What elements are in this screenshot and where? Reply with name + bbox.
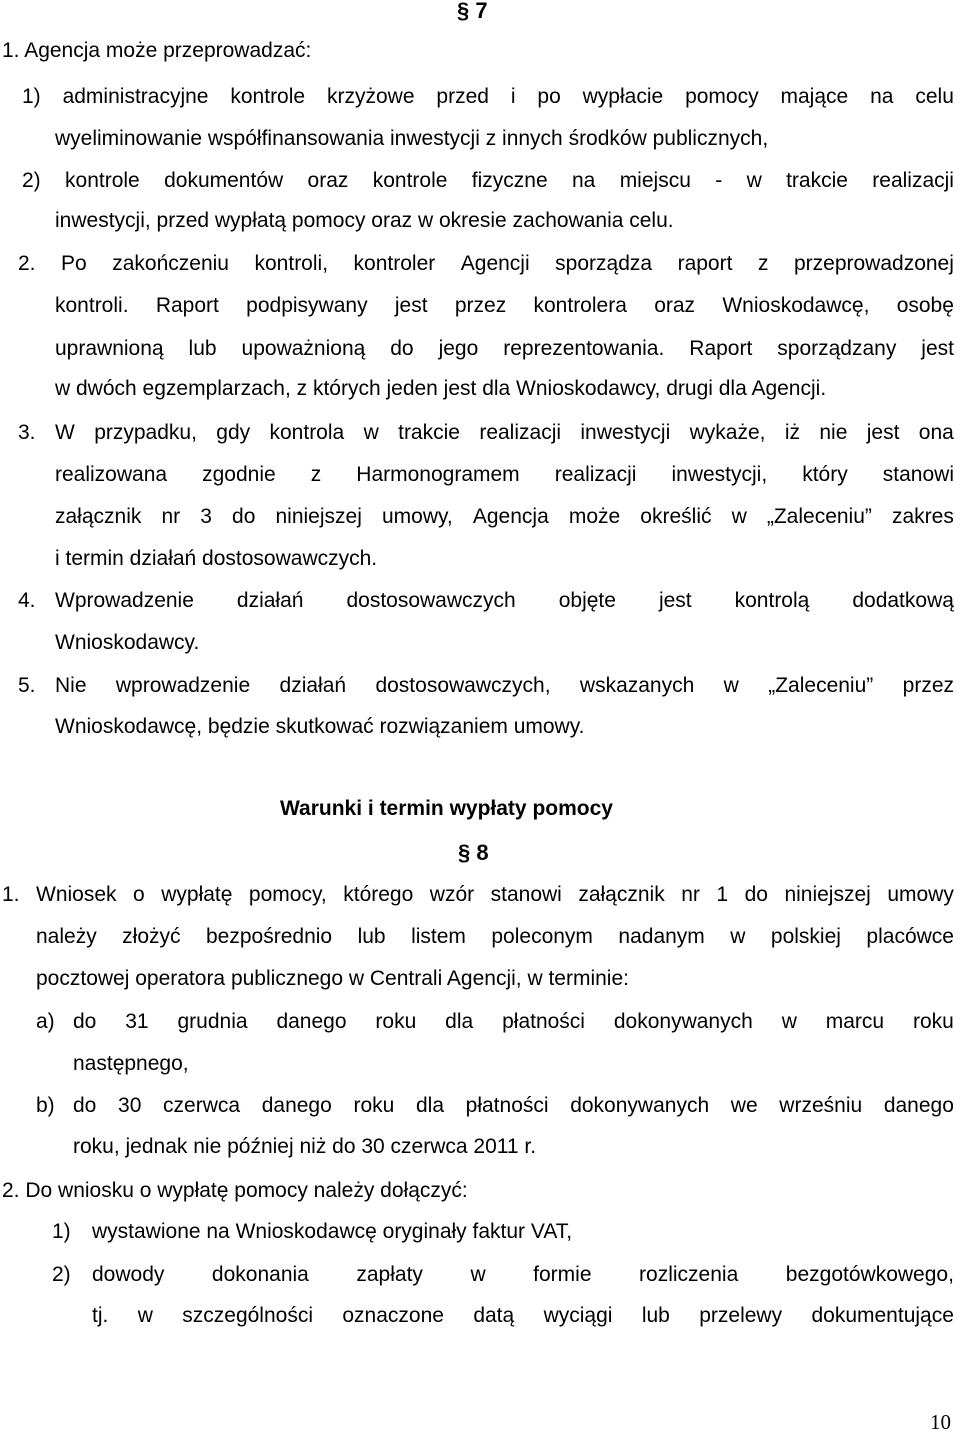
word: kontrole <box>65 169 140 192</box>
word: 1) <box>22 85 41 108</box>
s7-item3-number: 3. <box>18 421 36 444</box>
word: 30 <box>118 1094 142 1117</box>
word: inwestycji, <box>671 463 768 486</box>
word: działań <box>279 674 347 697</box>
word: oznaczone <box>342 1304 444 1327</box>
word: objęte <box>558 589 616 612</box>
word: polskiej <box>770 925 841 948</box>
word: którego <box>343 883 414 906</box>
word: 2. <box>18 252 36 275</box>
section-8-heading: § 8 <box>458 840 489 865</box>
word: wypłacie <box>582 85 664 108</box>
word: złożyć <box>122 925 181 948</box>
word: listem <box>411 925 466 948</box>
s7-item1-intro: 1. Agencja może przeprowadzać: <box>2 39 312 62</box>
s8-item1-b-marker: b) <box>36 1094 55 1117</box>
word: w <box>781 1010 797 1033</box>
word: dokonywanych <box>570 1094 710 1117</box>
word: w <box>363 421 379 444</box>
word: w <box>731 505 747 528</box>
word: Wnioskodawcę, <box>722 294 870 317</box>
word: dokumentów <box>164 169 284 192</box>
word: przed <box>436 85 489 108</box>
word: załącznik <box>55 505 142 528</box>
word: roku <box>375 1010 417 1033</box>
word: z <box>310 463 322 486</box>
s8-item2-intro: 2. Do wniosku o wypłatę pomocy należy dołączyć: <box>2 1179 468 1202</box>
word: dokonywanych <box>613 1010 753 1033</box>
word: sporządza <box>555 252 653 275</box>
word: inwestycji <box>580 421 671 444</box>
word: nr <box>161 505 181 528</box>
word: kontroli, <box>254 252 329 275</box>
s7-item3-line2 <box>55 464 954 485</box>
word: przez <box>454 294 507 317</box>
word: kontrole <box>372 169 448 192</box>
word: na <box>571 169 596 192</box>
word: upoważnioną <box>241 337 366 360</box>
word: placówce <box>866 925 954 948</box>
s8-item1-a-line2: następnego, <box>73 1052 189 1075</box>
word: w <box>137 1304 153 1327</box>
word: realizacji <box>872 169 954 192</box>
word: wyciągi <box>543 1304 613 1327</box>
s7-item2-line3 <box>55 338 954 359</box>
word: krzyżowe <box>326 85 415 108</box>
word: lub <box>188 337 217 360</box>
word: danego <box>883 1094 954 1117</box>
s8-item2-sub2-line2 <box>92 1305 954 1326</box>
s8-item1-line1 <box>36 884 954 905</box>
word: lub <box>641 1304 670 1327</box>
word: 31 <box>125 1010 149 1033</box>
s7-item5-line2: Wnioskodawcę, będzie skutkować rozwiązaniem umowy. <box>55 715 585 738</box>
s7-item1-sub2-line1 <box>22 170 954 191</box>
word: niniejszej <box>275 505 362 528</box>
s8-item1-b-line2: roku, jednak nie później niż do 30 czerwca 2011 r. <box>73 1135 537 1158</box>
word: W <box>55 421 75 444</box>
word: fizyczne <box>471 169 548 192</box>
word: grudnia <box>177 1010 248 1033</box>
word: i <box>510 85 516 108</box>
word: miejscu <box>619 169 691 192</box>
word: umowy, <box>381 505 453 528</box>
word: reprezentowania. <box>503 337 665 360</box>
word: wykaże, <box>689 421 766 444</box>
word: wrześniu <box>779 1094 863 1117</box>
word: kontrole <box>230 85 306 108</box>
word: płatności <box>465 1094 549 1117</box>
word: dowody <box>92 1263 165 1286</box>
word: kontrolera <box>533 294 627 317</box>
word: dodatkową <box>852 589 954 612</box>
word: lub <box>357 925 386 948</box>
word: „Zaleceniu” <box>768 674 874 697</box>
word: we <box>730 1094 758 1117</box>
word: Wprowadzenie <box>55 589 194 612</box>
word: nadanym <box>618 925 705 948</box>
word: mające <box>780 85 849 108</box>
word: który <box>802 463 848 486</box>
word: na <box>870 85 894 108</box>
word: osobę <box>896 294 954 317</box>
word: należy <box>36 925 97 948</box>
word: określić <box>640 505 712 528</box>
word: umowy <box>887 883 954 906</box>
word: datą <box>473 1304 515 1327</box>
word: niniejszej <box>784 883 871 906</box>
word: płatności <box>502 1010 585 1033</box>
word: sporządzany <box>777 337 897 360</box>
word: uprawnioną <box>55 337 164 360</box>
word: przypadku, <box>94 421 197 444</box>
word: iż <box>784 421 800 444</box>
word: 2) <box>22 169 41 192</box>
s7-item3-line3 <box>55 506 954 527</box>
word: Nie <box>55 674 87 697</box>
word: realizowana <box>55 463 168 486</box>
word: kontrolą <box>734 589 810 612</box>
word: może <box>568 505 621 528</box>
word: dokumentujące <box>811 1304 954 1327</box>
s7-item4-line1 <box>55 590 954 611</box>
word: stanowi <box>490 883 562 906</box>
word: 1 <box>716 883 729 906</box>
word: do <box>744 883 768 906</box>
s8-item1-line2 <box>36 926 954 947</box>
word: danego <box>261 1094 332 1117</box>
word: Po <box>61 252 87 275</box>
word: roku <box>913 1010 954 1033</box>
word: raport <box>677 252 733 275</box>
word: dostosowawczych <box>346 589 516 612</box>
s7-item2-line2 <box>55 295 954 316</box>
word: - <box>715 169 723 192</box>
word: pomocy, <box>248 883 327 906</box>
word: załącznik <box>578 883 665 906</box>
s7-item3-line1 <box>55 422 954 443</box>
s7-item2-line4: w dwóch egzemplarzach, z których jeden jest dla Wnioskodawcy, drugi dla Agencji. <box>55 377 827 400</box>
word: jego <box>438 337 479 360</box>
word: jest <box>394 294 428 317</box>
word: dla <box>415 1094 444 1117</box>
word: zakończeniu <box>112 252 229 275</box>
word: z <box>757 252 769 275</box>
word: trakcie <box>786 169 848 192</box>
word: formie <box>533 1263 592 1286</box>
word: poleconym <box>491 925 593 948</box>
s7-item5-number: 5. <box>18 674 36 697</box>
word: „Zaleceniu” <box>766 505 872 528</box>
word: do <box>390 337 414 360</box>
word: ona <box>918 421 954 444</box>
word: Harmonogramem <box>356 463 520 486</box>
word: realizacji <box>479 421 562 444</box>
word: dokonania <box>211 1263 309 1286</box>
word: danego <box>276 1010 347 1033</box>
s8-item2-sub1-marker: 1) <box>52 1220 71 1243</box>
word: Raport <box>689 337 753 360</box>
word: stanowi <box>882 463 954 486</box>
word: bezgotówkowego, <box>785 1263 954 1286</box>
word: do <box>73 1094 97 1117</box>
section-7-heading: § 7 <box>457 0 488 23</box>
s8-item1-number: 1. <box>2 883 20 906</box>
word: 3 <box>200 505 212 528</box>
word: administracyjne <box>62 85 209 108</box>
word: przez <box>902 674 954 697</box>
word: wskazanych <box>579 674 695 697</box>
s8-item1-b-line1 <box>73 1095 954 1116</box>
word: szczególności <box>182 1304 313 1327</box>
s7-item5-line1 <box>55 675 954 696</box>
s7-item1-sub1-line1 <box>22 86 954 107</box>
s8-item2-sub2-marker: 2) <box>52 1263 71 1286</box>
word: zgodnie <box>202 463 276 486</box>
word: do <box>73 1010 97 1033</box>
s7-item4-number: 4. <box>18 589 36 612</box>
word: w <box>470 1263 486 1286</box>
word: oraz <box>307 169 349 192</box>
word: przeprowadzonej <box>793 252 954 275</box>
word: czerwca <box>163 1094 241 1117</box>
word: Wniosek <box>36 883 117 906</box>
s8-item1-a-marker: a) <box>36 1010 55 1033</box>
word: zapłaty <box>356 1263 423 1286</box>
word: Raport <box>155 294 219 317</box>
word: pomocy <box>685 85 759 108</box>
word: celu <box>915 85 954 108</box>
word: gdy <box>216 421 251 444</box>
word: oraz <box>654 294 696 317</box>
word: w <box>746 169 762 192</box>
word: wzór <box>429 883 475 906</box>
word: działań <box>236 589 304 612</box>
word: tj. <box>92 1304 109 1327</box>
word: kontroler <box>353 252 436 275</box>
word: wypłatę <box>161 883 233 906</box>
word: realizacji <box>554 463 637 486</box>
word: nr <box>681 883 700 906</box>
word: marcu <box>825 1010 885 1033</box>
s7-item3-line4: i termin działań dostosowawczych. <box>55 547 378 570</box>
word: bezpośrednio <box>206 925 333 948</box>
word: zakres <box>891 505 954 528</box>
word: dla <box>445 1010 474 1033</box>
word: w <box>723 674 739 697</box>
s8-item2-sub1: wystawione na Wnioskodawcę oryginały faktur VAT, <box>92 1220 573 1243</box>
word: jest <box>658 589 692 612</box>
word: dostosowawczych, <box>375 674 551 697</box>
word: do <box>232 505 256 528</box>
word: jest <box>866 421 900 444</box>
word: Agencja <box>472 505 549 528</box>
word: przelewy <box>699 1304 783 1327</box>
section-8-title: Warunki i termin wypłaty pomocy <box>280 797 613 820</box>
word: podpisywany <box>246 294 368 317</box>
word: rozliczenia <box>639 1263 739 1286</box>
s7-item1-sub1-line2: wyeliminowanie współfinansowania inwestycji z innych środków publicznych, <box>55 127 769 150</box>
word: jest <box>921 337 954 360</box>
word: kontrola <box>269 421 345 444</box>
s8-item2-sub2-line1 <box>92 1264 954 1285</box>
word: kontroli. <box>55 294 129 317</box>
word: nie <box>819 421 848 444</box>
word: w <box>730 925 746 948</box>
s7-item1-sub2-line2: inwestycji, przed wypłatą pomocy oraz w okresie zachowania celu. <box>55 209 674 232</box>
s7-item4-line2: Wnioskodawcy. <box>55 631 200 654</box>
word: po <box>537 85 561 108</box>
word: trakcie <box>398 421 460 444</box>
s7-item2-line1 <box>18 253 954 274</box>
word: Agencji <box>460 252 530 275</box>
s8-item1-line3: pocztowej operatora publicznego w Centrali Agencji, w terminie: <box>36 967 629 990</box>
page-number: 10 <box>930 1410 951 1434</box>
word: o <box>133 883 145 906</box>
word: wprowadzenie <box>115 674 251 697</box>
s8-item1-a-line1 <box>73 1011 954 1032</box>
word: roku <box>353 1094 395 1117</box>
